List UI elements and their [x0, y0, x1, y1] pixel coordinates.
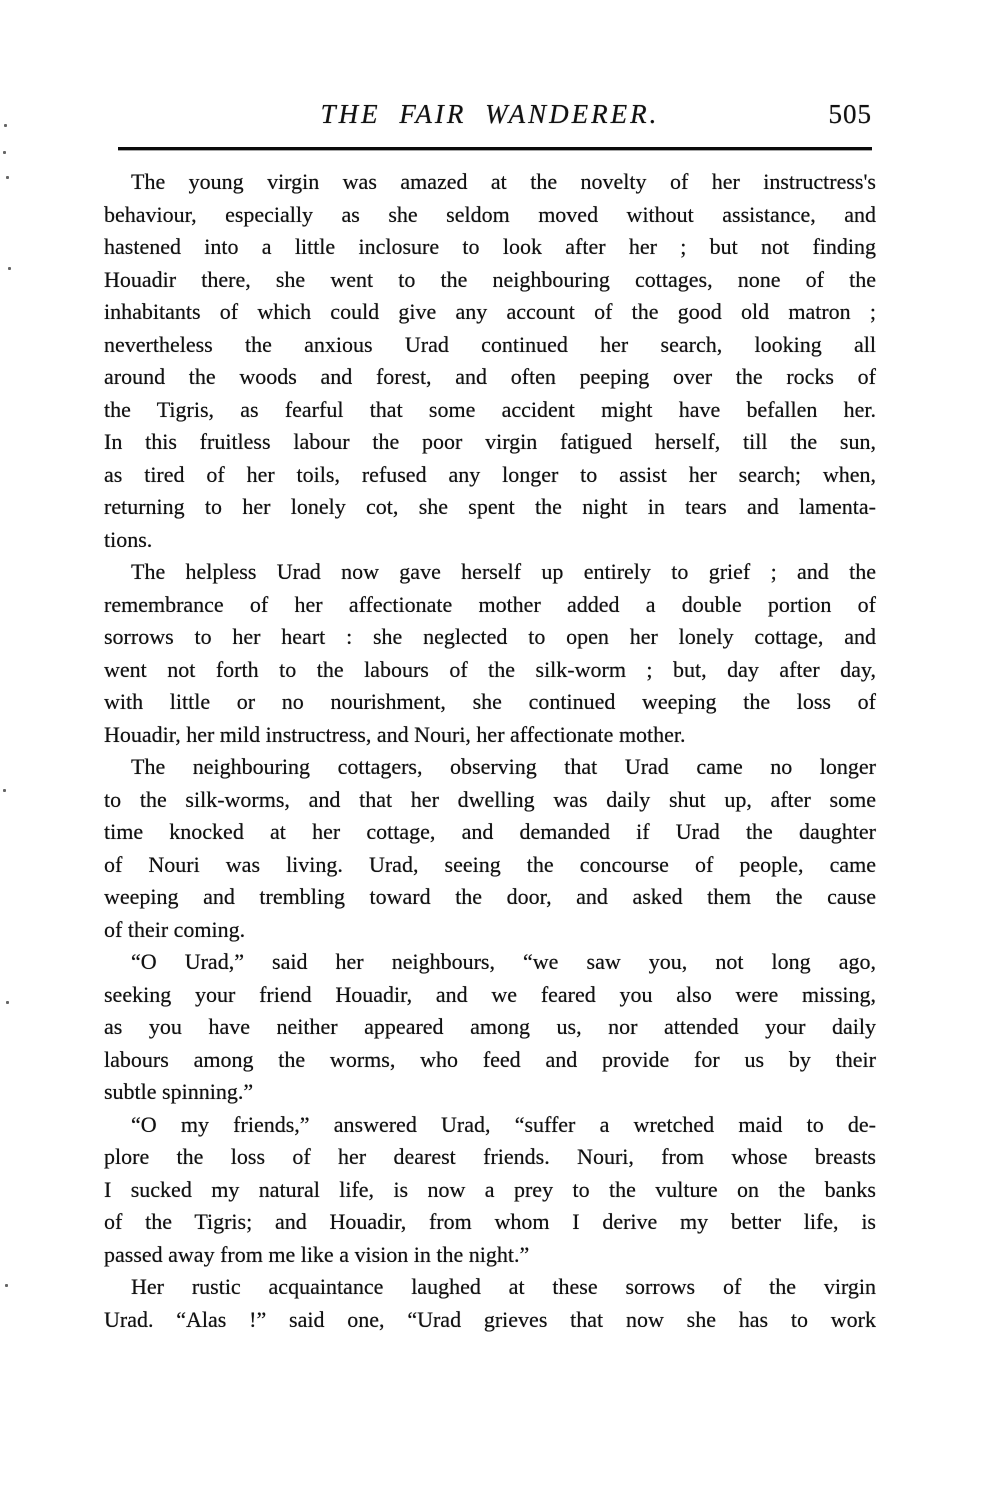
text-line: In this fruitless labour the poor virgin fatigued herself, till the sun,: [104, 429, 876, 454]
text-line: time knocked at her cottage, and demanded if Urad the daughter: [104, 819, 876, 844]
text-line: hastened into a little inclosure to look after her ; but not finding: [104, 234, 876, 259]
paragraph: [104, 1271, 876, 1336]
text-line: “O Urad,” said her neighbours, “we saw you, not long ago,: [131, 949, 876, 974]
text-line: The young virgin was amazed at the novelty of her instructress's: [131, 169, 876, 194]
paragraph: [104, 1109, 876, 1272]
scan-artifact: [3, 789, 6, 792]
text-line: of their coming.: [104, 916, 246, 942]
page-number: 505: [828, 99, 872, 129]
text-line: Houadir there, she went to the neighbouring cottages, none of the: [104, 266, 876, 292]
text-line: the Tigris, as fearful that some accident might have befallen her.: [104, 396, 876, 422]
text-line: “O my friends,” answered Urad, “suffer a wretched maid to de-: [131, 1111, 876, 1137]
text-line: with little or no nourishment, she continued weeping the loss of: [104, 689, 876, 714]
text-line: The helpless Urad now gave herself up entirely to grief ; and the: [131, 559, 876, 584]
text-line: of the Tigris; and Houadir, from whom I derive my better life, is: [104, 1209, 876, 1234]
text-line: remembrance of her affectionate mother added a double portion of: [104, 591, 876, 617]
text-line: weeping and trembling toward the door, and asked them the cause: [104, 884, 876, 909]
text-line: nevertheless the anxious Urad continued her search, looking all: [104, 331, 876, 357]
paragraph: [104, 556, 876, 751]
text-line: as you have neither appeared among us, nor attended your daily: [104, 1014, 876, 1039]
text-line: returning to her lonely cot, she spent the night in tears and lamenta-: [104, 494, 876, 519]
text-line: sorrows to her heart : she neglected to open her lonely cottage, and: [104, 624, 876, 649]
text-line: tions.: [104, 526, 153, 552]
page-body: [104, 166, 876, 1336]
scan-artifact: [5, 1284, 8, 1287]
paragraph: [104, 166, 876, 556]
text-line: Her rustic acquaintance laughed at these sorrows of the virgin: [131, 1274, 876, 1299]
header-rule: [118, 147, 872, 150]
scan-artifact: [3, 151, 6, 154]
running-head-title: THE FAIR WANDERER.: [320, 99, 660, 129]
text-line: I sucked my natural life, is now a prey to the vulture on the banks: [104, 1176, 876, 1202]
scan-artifact: [8, 267, 11, 270]
scan-artifact: [6, 176, 9, 179]
text-line: seeking your friend Houadir, and we feared you also were missing,: [104, 981, 876, 1007]
paragraph: [104, 751, 876, 946]
paragraph: [104, 946, 876, 1109]
text-line: labours among the worms, who feed and provide for us by their: [104, 1046, 876, 1072]
text-line: to the silk-worms, and that her dwelling was daily shut up, after some: [104, 786, 876, 812]
running-head: [104, 99, 876, 135]
text-line: of Nouri was living. Urad, seeing the concourse of people, came: [104, 851, 876, 877]
text-line: Houadir, her mild instructress, and Nouri, her affectionate mother.: [104, 721, 686, 747]
text-line: went not forth to the labours of the silk-worm ; but, day after day,: [104, 656, 876, 682]
text-line: as tired of her toils, refused any longer to assist her search; when,: [104, 461, 876, 487]
text-line: subtle spinning.”: [104, 1079, 254, 1104]
text-line: The neighbouring cottagers, observing that Urad came no longer: [131, 754, 876, 779]
scan-artifact: [4, 124, 7, 127]
text-line: around the woods and forest, and often peeping over the rocks of: [104, 364, 876, 389]
text-line: plore the loss of her dearest friends. Nouri, from whose breasts: [104, 1144, 876, 1169]
text-line: inhabitants of which could give any account of the good old matron ;: [104, 299, 876, 324]
text-line: passed away from me like a vision in the night.”: [104, 1241, 530, 1267]
text-line: behaviour, especially as she seldom moved without assistance, and: [104, 201, 876, 227]
text-line: Urad. “Alas !” said one, “Urad grieves that now she has to work: [104, 1306, 876, 1332]
scan-artifact: [6, 1001, 9, 1004]
